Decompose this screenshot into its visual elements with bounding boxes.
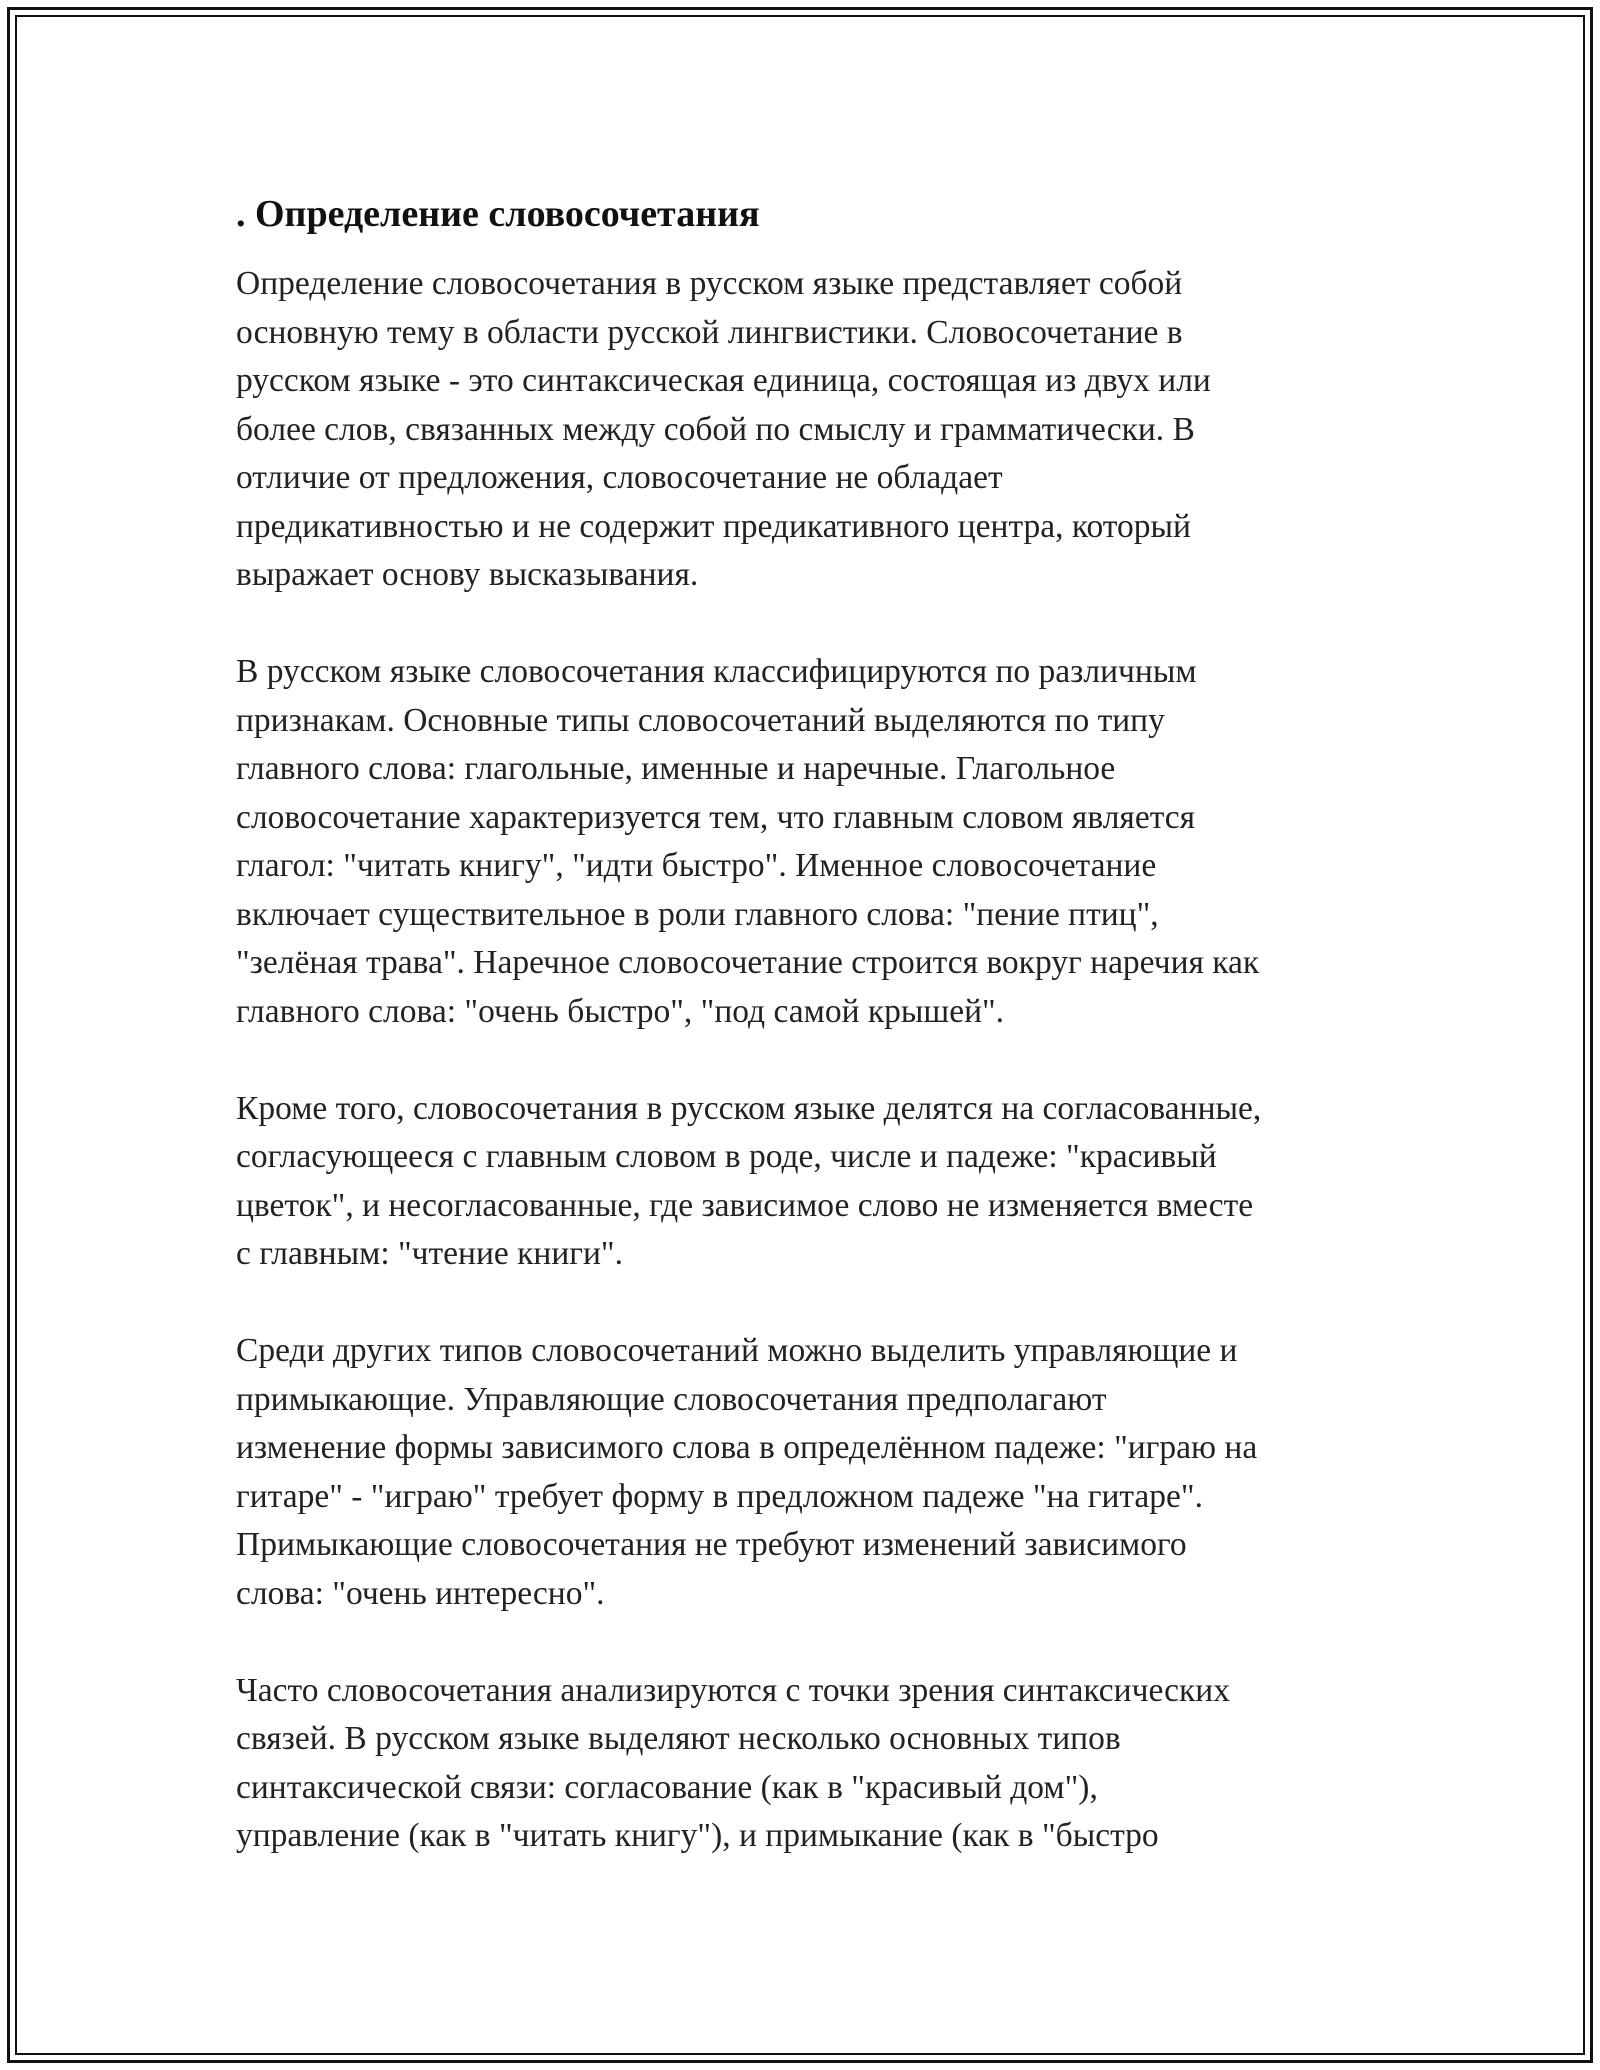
paragraph-line: В русском языке словосочетания классифицируются по различным [236, 653, 1197, 690]
paragraph-line: связей. В русском языке выделяют несколько основных типов [236, 1720, 1121, 1757]
paragraph-line: выражает основу высказывания. [236, 556, 699, 593]
body-paragraph [236, 648, 1386, 1036]
paragraph-line: слова: "очень интересно". [236, 1574, 605, 1612]
paragraph-line: с главным: "чтение книги". [236, 1235, 623, 1272]
paragraph-line: гитаре" - "играю" требует форму в предложном падеже "на гитаре". [236, 1477, 1203, 1515]
paragraph-line: предикативностью и не содержит предикативного центра, который [236, 507, 1191, 545]
paragraph-line: главного слова: глагольные, именные и наречные. Глагольное [236, 750, 1116, 787]
body-paragraph [236, 1085, 1386, 1279]
paragraph-line: Часто словосочетания анализируются с точки зрения синтаксических [236, 1671, 1230, 1709]
paragraph-line: примыкающие. Управляющие словосочетания предполагают [236, 1380, 1107, 1418]
paragraph-line: признакам. Основные типы словосочетаний выделяются по типу [236, 701, 1165, 739]
paragraph-line: "зелёная трава". Наречное словосочетание строится вокруг наречия как [236, 944, 1260, 981]
paragraph-line: Примыкающие словосочетания не требуют изменений зависимого [236, 1526, 1187, 1563]
paragraph-line: Среди других типов словосочетаний можно выделить управляющие и [236, 1332, 1238, 1369]
body-paragraph [236, 1667, 1386, 1861]
paragraph-line: Определение словосочетания в русском языке представляет собой [236, 265, 1183, 302]
paragraph-line: более слов, связанных между собой по смыслу и грамматически. В [236, 410, 1195, 448]
body-paragraph [236, 1327, 1386, 1618]
paragraph-line: цветок", и несогласованные, где зависимое слово не изменяется вместе [236, 1186, 1254, 1224]
body-paragraph [236, 260, 1386, 600]
paragraph-container [236, 260, 1386, 1861]
paragraph-line: отличие от предложения, словосочетание не обладает [236, 459, 1003, 496]
paragraph-line: Кроме того, словосочетания в русском языке делятся на согласованные, [236, 1089, 1262, 1127]
paragraph-line: глагол: "читать книгу", "идти быстро". Именное словосочетание [236, 847, 1157, 884]
paragraph-line: согласующееся с главным словом в роде, числе и падеже: "красивый [236, 1138, 1217, 1175]
section-heading: . Определение словосочетания [236, 193, 760, 235]
paragraph-line: главного слова: "очень быстро", "под самой крышей". [236, 992, 1005, 1030]
paragraph-line: изменение формы зависимого слова в определённом падеже: "играю на [236, 1429, 1258, 1466]
paragraph-line: основную тему в области русской лингвистики. Словосочетание в [236, 313, 1183, 351]
paragraph-line: синтаксической связи: согласование (как в "красивый дом"), [236, 1768, 1098, 1806]
paragraph-line: русском языке - это синтаксическая единица, состоящая из двух или [236, 362, 1211, 399]
paragraph-line: словосочетание характеризуется тем, что главным словом является [236, 798, 1196, 836]
paragraph-line: управление (как в "читать книгу"), и примыкание (как в "быстро [236, 1817, 1159, 1854]
paragraph-line: включает существительное в роли главного слова: "пение птиц", [236, 895, 1159, 933]
document-body [236, 188, 1386, 1909]
